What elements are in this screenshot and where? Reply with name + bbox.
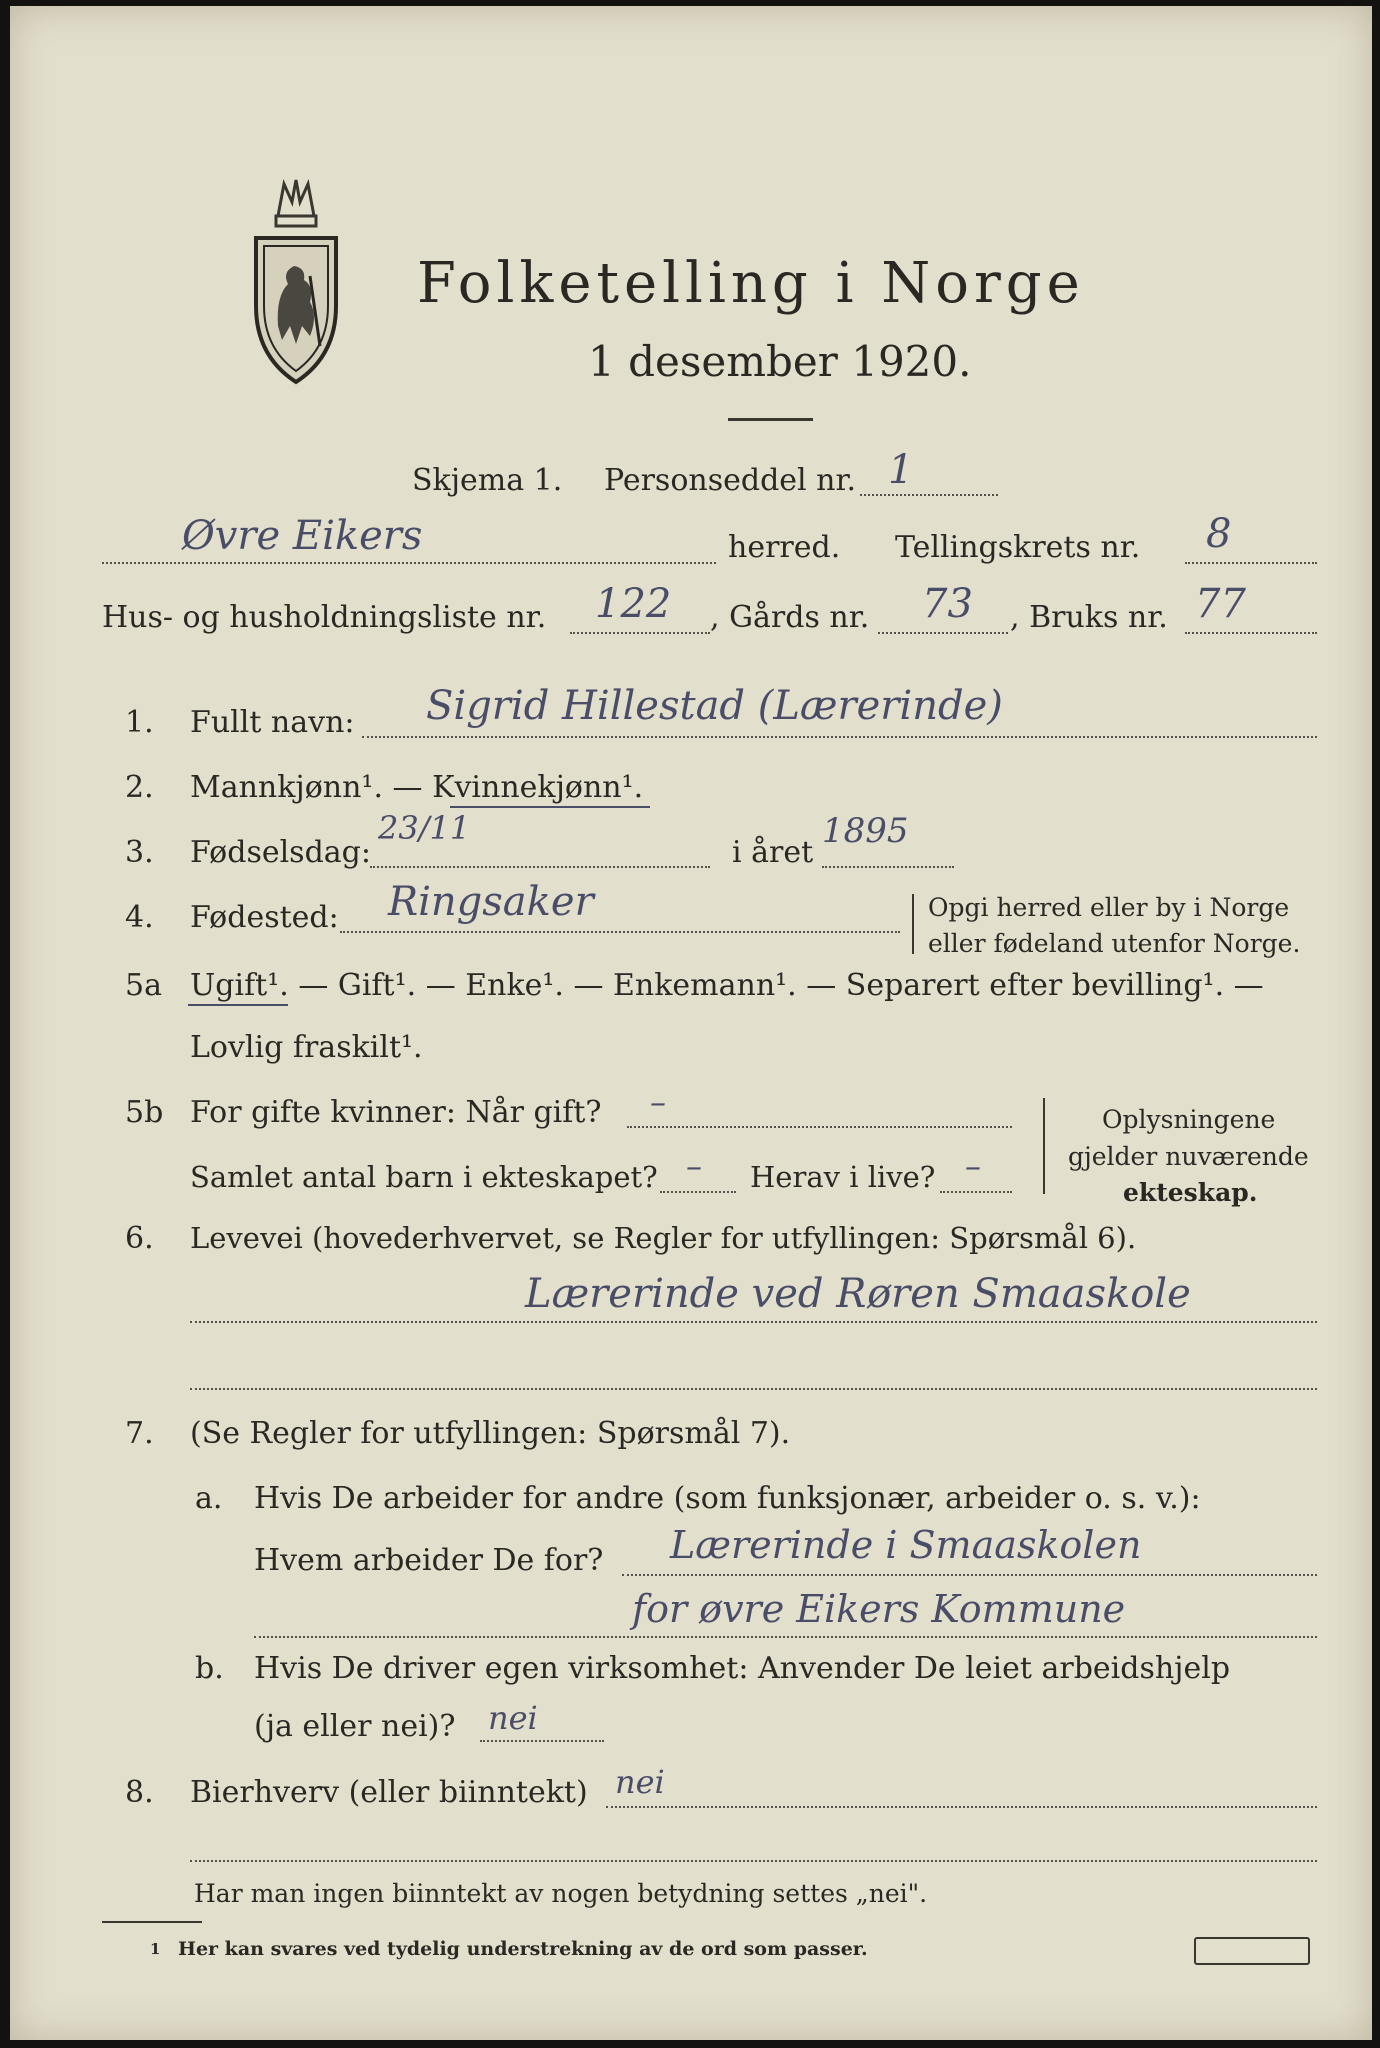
form-title: Folketelling i Norge	[417, 251, 1085, 316]
q4-value[interactable]: Ringsaker	[388, 879, 594, 925]
footnote-number: 1	[150, 1940, 161, 1958]
bruks-value[interactable]: 77	[1195, 581, 1246, 627]
personseddel-label: Personseddel nr.	[604, 463, 857, 498]
q7b-letter: b.	[195, 1651, 224, 1686]
gards-value[interactable]: 73	[922, 581, 973, 627]
q3-label: Fødselsdag:	[190, 835, 371, 870]
q7a-line1: Hvis De arbeider for andre (som funksjonær, arbeider o. s. v.):	[254, 1481, 1201, 1516]
q5b-value2[interactable]: –	[686, 1147, 702, 1185]
husholdning-value[interactable]: 122	[595, 581, 672, 627]
q7b-line-value	[480, 1740, 604, 1742]
herred-value[interactable]: Øvre Eikers	[182, 513, 423, 559]
gards-label: , Gårds nr.	[710, 600, 870, 635]
personseddel-value[interactable]: 1	[888, 447, 914, 493]
personseddel-line	[860, 494, 998, 496]
q7-number: 7.	[125, 1416, 154, 1451]
q8-number: 8.	[125, 1775, 154, 1810]
q7a-line-value2	[254, 1636, 1317, 1638]
q8-line2	[190, 1860, 1317, 1862]
tellingskrets-line	[1185, 562, 1317, 564]
q3-year-label: i året	[732, 835, 814, 870]
tellingskrets-label: Tellingskrets nr.	[895, 530, 1141, 565]
q7a-line-value1	[622, 1574, 1317, 1576]
q3-year-value[interactable]: 1895	[822, 811, 909, 851]
q2-kvinnekjonn-underline	[450, 806, 650, 808]
q3-year-line	[822, 866, 954, 868]
q1-value[interactable]: Sigrid Hillestad (Lærerinde)	[426, 683, 1003, 729]
q5b-note-line3: ekteskap.	[1123, 1178, 1258, 1207]
q5a-line1: Ugift¹. — Gift¹. — Enke¹. — Enkemann¹. — Separert efter bevilling¹. —	[190, 968, 1264, 1003]
q5b-line3	[940, 1191, 1012, 1193]
q4-line	[340, 931, 900, 933]
census-date: 1 desember 1920.	[588, 337, 972, 386]
bruks-label: , Bruks nr.	[1010, 600, 1168, 635]
q8-value[interactable]: nei	[615, 1763, 665, 1801]
q6-label: Levevei (hovederhvervet, se Regler for utfyllingen: Spørsmål 6).	[190, 1221, 1137, 1255]
footnote-text: Her kan svares ved tydelig understrekning av de ord som passer.	[178, 1938, 868, 1960]
q5a-number: 5a	[125, 968, 162, 1003]
q7-label: (Se Regler for utfyllingen: Spørsmål 7).	[190, 1416, 791, 1451]
q8-line1	[606, 1806, 1317, 1808]
census-form	[10, 6, 1372, 2040]
q5b-value1[interactable]: –	[650, 1083, 666, 1121]
title-divider	[728, 418, 813, 421]
q4-note-brace	[912, 894, 914, 954]
q5b-note-line1: Oplysningene	[1102, 1105, 1276, 1134]
q4-number: 4.	[125, 900, 154, 935]
q4-note-line1: Opgi herred eller by i Norge	[928, 893, 1290, 922]
q2-label: Mannkjønn¹. — Kvinnekjønn¹.	[190, 770, 644, 805]
q3-number: 3.	[125, 835, 154, 870]
q5b-label3: Herav i live?	[750, 1160, 936, 1194]
q4-label: Fødested:	[190, 900, 339, 935]
q6-number: 6.	[125, 1221, 154, 1256]
q1-label: Fullt navn:	[190, 705, 355, 740]
q5b-line1	[627, 1126, 1012, 1128]
q5a-line2: Lovlig fraskilt¹.	[190, 1030, 423, 1065]
footnote-divider	[102, 1921, 202, 1923]
q8-label: Bierhverv (eller biinntekt)	[190, 1775, 588, 1810]
husholdning-label: Hus- og husholdningsliste nr.	[102, 600, 547, 635]
q1-number: 1.	[125, 705, 154, 740]
q5b-label1: For gifte kvinner: Når gift?	[190, 1095, 602, 1130]
coat-of-arms-icon	[248, 176, 344, 386]
gards-line	[878, 632, 1008, 634]
q5b-value3[interactable]: –	[965, 1147, 981, 1185]
q6-line2	[190, 1388, 1317, 1390]
q3-line	[370, 866, 710, 868]
q5b-label2: Samlet antal barn i ekteskapet?	[190, 1160, 658, 1194]
q5b-line2	[660, 1191, 736, 1193]
bruks-line	[1185, 632, 1317, 634]
q5a-ugift-underline	[188, 1004, 288, 1006]
q7a-letter: a.	[195, 1481, 223, 1516]
q7a-value1[interactable]: Lærerinde i Smaaskolen	[670, 1523, 1142, 1567]
skjema-label: Skjema 1.	[412, 463, 563, 498]
bottom-note: Har man ingen biinntekt av nogen betydning settes „nei".	[194, 1879, 928, 1908]
herred-line	[102, 562, 716, 564]
q5b-note-brace	[1043, 1098, 1045, 1194]
q7b-line1: Hvis De driver egen virksomhet: Anvender De leiet arbeidshjelp	[254, 1651, 1231, 1686]
q3-value[interactable]: 23/11	[378, 809, 471, 847]
herred-label: herred.	[728, 530, 841, 565]
q5b-note-line2: gjelder nuværende	[1068, 1142, 1309, 1171]
husholdning-line	[570, 632, 710, 634]
q6-line1	[190, 1321, 1317, 1323]
q1-line	[362, 736, 1317, 738]
q7b-value[interactable]: nei	[488, 1699, 538, 1737]
printer-mark	[1194, 1937, 1310, 1965]
q4-note-line2: eller fødeland utenfor Norge.	[928, 929, 1301, 958]
q5b-number: 5b	[125, 1095, 164, 1130]
q2-number: 2.	[125, 770, 154, 805]
q6-value[interactable]: Lærerinde ved Røren Smaaskole	[525, 1271, 1191, 1317]
q7a-value2[interactable]: for øvre Eikers Kommune	[632, 1587, 1126, 1631]
q7a-line2: Hvem arbeider De for?	[254, 1543, 604, 1578]
tellingskrets-value[interactable]: 8	[1206, 511, 1232, 557]
q7b-line2: (ja eller nei)?	[254, 1709, 456, 1744]
